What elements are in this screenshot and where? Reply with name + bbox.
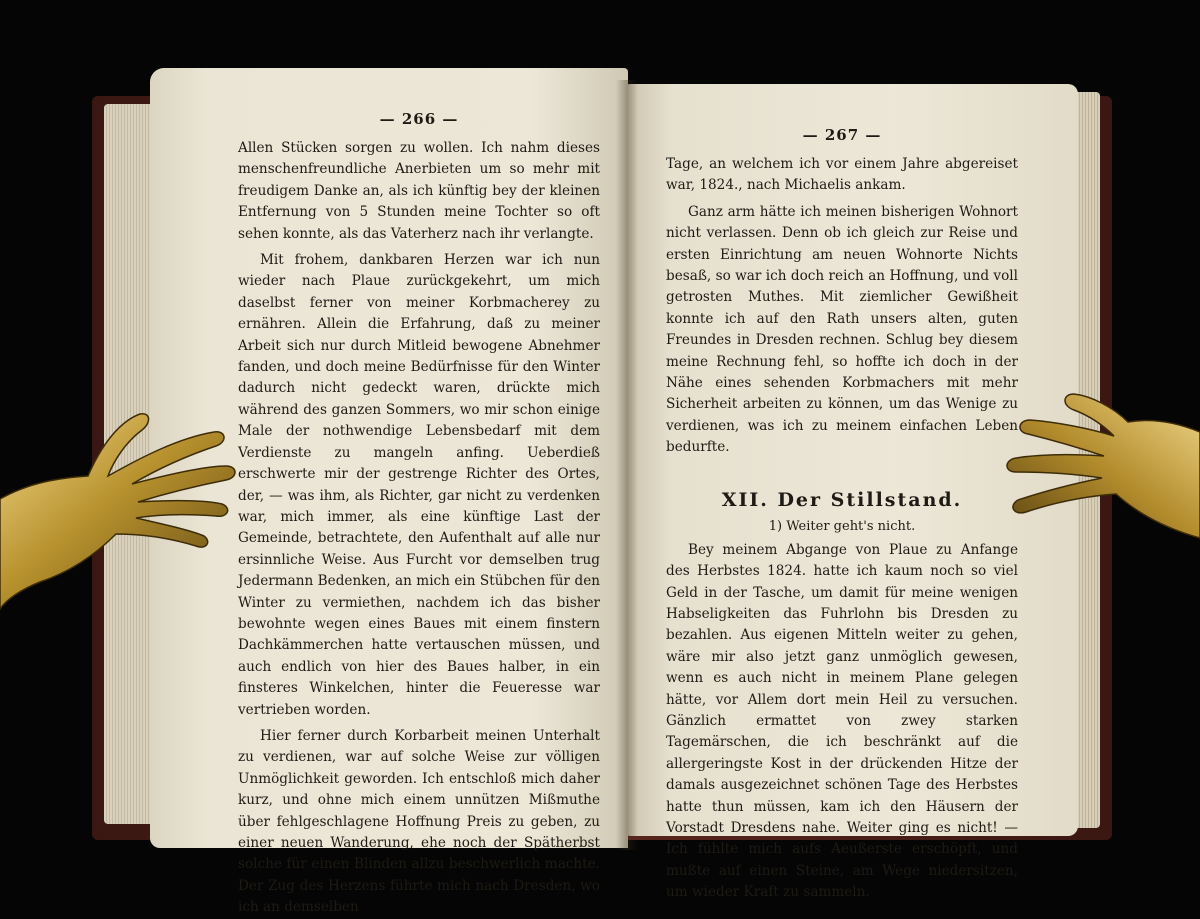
paragraph: Mit frohem, dankbaren Herzen war ich nun wieder nach Plaue zurückgekehrt, um mich daselbst ferner von meiner Korbmacherey zu ernähren. Allein die Erfahrung, daß zu meiner Arbeit sich nur durch Mitleid bewogene Abnehmer fanden, und doch meine Bedürfnisse für den Winter dadurch nicht gedeckt waren, drückte mich während des ganzen Sommers, wo mir schon einige Male der nothwendige Lebensbedarf mit dem Verdienste zu mangeln anfing. Ueberdieß erschwerte mir der gestrenge Richter des Ortes, der, — was ihm, als Richter, gar nicht zu verdenken war, mich immer, als eine künftige Last der Gemeinde, betrachtete, den Aufenthalt auf alle nur ersinnliche Weise. Aus Furcht vor demselben trug Jedermann Bedenken, an mich ein Stübchen für den Winter zu vermiethen, nachdem ich das bisher bewohnte wegen eines Baues mit einem finstern Dachkämmerchen hatte vertauschen müssen, und auch endlich von hier des Baues halber, in ein finsteres Winkelchen, hinter die Feueresse war vertrieben worden. [238, 252, 600, 718]
section-title: 1) Weiter geht's nicht. [768, 518, 916, 534]
paragraph: Ganz arm hätte ich meinen bisherigen Wohnort nicht verlassen. Denn ob ich gleich zur Reise und ersten Einrichtung am neuen Wohnorte Nichts besaß, so war ich doch reich an Hoffnung, und voll getrosten Muthes. Mit ziemlicher Gewißheit konnte ich auf den Rath unsers alten, guten Freundes in Dresden rechnen. Schlug bey diesem meine Rechnung fehl, so hoffte ich doch in der Nähe eines sehenden Korbmachers mit mehr Sicherheit arbeiten zu können, um das Wenige zu verdienen, was ich zu meinem einfachen Leben bedurfte. [666, 203, 1018, 456]
brass-hand-left-icon [0, 404, 240, 634]
paragraph: Tage, an welchem ich vor einem Jahre abgereiset war, 1824., nach Michaelis ankam. [666, 156, 1018, 194]
chapter-title: XII. Der Stillstand. [721, 488, 963, 511]
paragraph: Allen Stücken sorgen zu wollen. Ich nahm dieses menschenfreundliche Anerbieten um so mehr mit freudigem Danke an, als ich künftig bey der kleinen Entfernung von 5 Stunden meine Tochter so oft sehen konnte, als das Vaterherz nach ihr verlangte. [238, 140, 600, 242]
left-page-body [238, 138, 600, 919]
page-number-left: — 266 — [379, 110, 459, 128]
right-page-body [666, 154, 1018, 904]
brass-hand-right-icon [996, 392, 1200, 562]
page-number-right: — 267 — [802, 126, 882, 144]
paragraph: Hier ferner durch Korbarbeit meinen Unterhalt zu verdienen, war auf solche Weise zur völligen Unmöglichkeit geworden. Ich entschloß mich daher kurz, und ohne mich einem unnützen Mißmuthe über fehlgeschlagene Hoffnung Preis zu geben, zu einer neuen Wanderung, ehe noch der Spätherbst solche für einen Blinden allzu beschwerlich machte. Der Zug des Herzens führte mich nach Dresden, wo ich an demselben [238, 727, 600, 916]
book-gutter [616, 80, 638, 850]
paragraph: Bey meinem Abgange von Plaue zu Anfange des Herbstes 1824. hatte ich kaum noch so viel Geld in der Tasche, um damit für meine wenigen Habseligkeiten das Fuhrlohn bis Dresden zu bezahlen. Aus eigenen Mitteln weiter zu gehen, wäre mir also jetzt ganz unmöglich gewesen, wenn es auch nicht in meinem Plane gelegen hätte, vor Allem dort mein Heil zu versuchen. Gänzlich ermattet von zwey starken Tagemärschen, die ich beschränkt auf die allergeringste Kost in der drückenden Hitze der damals ausgezeichnet schönen Tage des Herbstes hatte thun müssen, kam ich den Häusern der Vorstadt Dresdens nahe. Weiter ging es nicht! — Ich fühlte mich aufs Aeußerste erschöpft, und mußte auf einen Steine, am Wege niedersitzen, um wieder Kraft zu sammeln. [666, 541, 1018, 901]
